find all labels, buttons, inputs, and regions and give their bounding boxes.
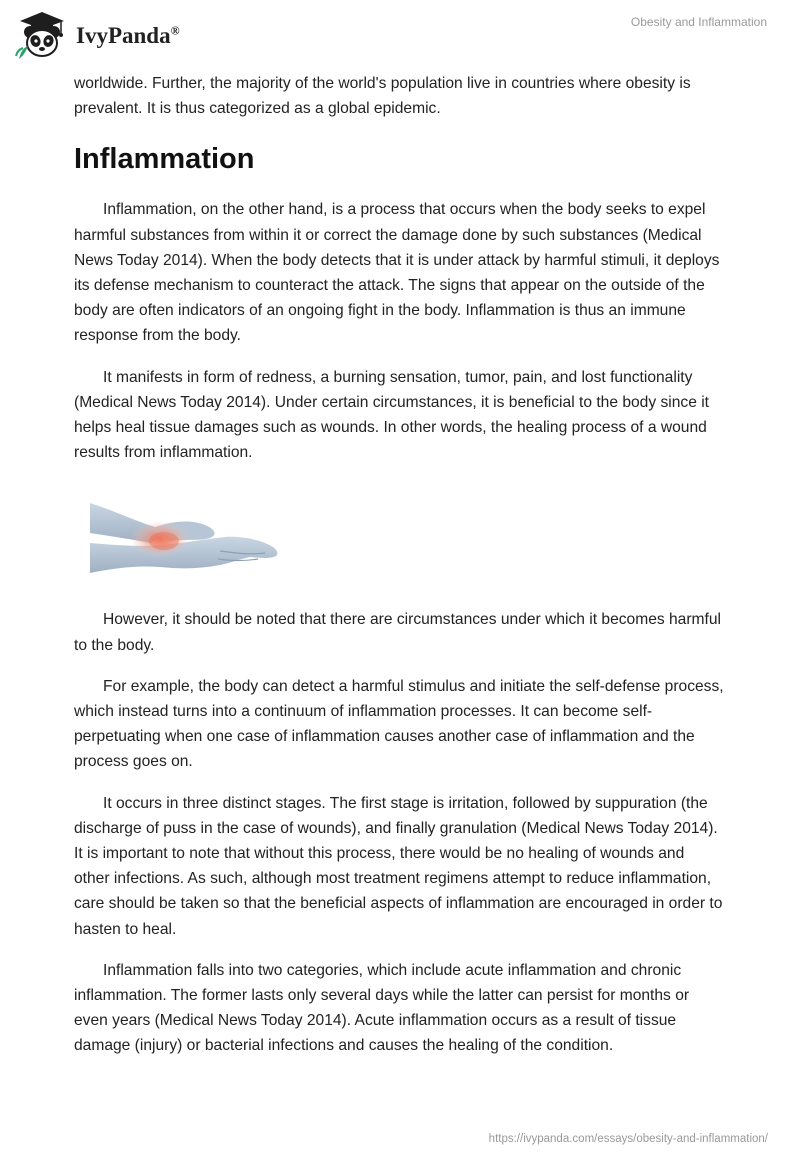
ivypanda-logo[interactable] [14, 10, 180, 60]
page-header [0, 0, 800, 70]
paragraph: However, it should be noted that there are circumstances under which it becomes harmful to the body. [74, 611, 722, 654]
section-heading: Inflammation [74, 143, 255, 176]
inflamed-wrist-image [90, 481, 285, 591]
essay-body [74, 71, 724, 1075]
panda-graduate-icon [14, 10, 70, 60]
source-url[interactable]: https://ivypanda.com/essays/obesity-and-inflammation/ [488, 1133, 768, 1145]
wrist-illustration [90, 481, 285, 591]
paragraph: It occurs in three distinct stages. The first stage is irritation, followed by suppuration (the discharge of puss in the case of wounds), and finally granulation (Medical News Today 2014). It is important to note that without this process, there would be no healing of wounds and other infections. As such, although most treatment regimens attempt to reduce inflammation, care should be taken so that the beneficial aspects of inflammation are encouraged in order to hasten to heal. [74, 794, 723, 938]
paragraph: It manifests in form of redness, a burning sensation, tumor, pain, and lost functionality (Medical News Today 2014). Under certain circumstances, it is beneficial to the body since it helps heal tissue damages such as wounds. In other words, the healing process of a wound results from inflammation. [74, 368, 710, 462]
paragraph: Inflammation, on the other hand, is a process that occurs when the body seeks to expel harmful substances from within it or correct the damage done by such substances (Medical News Today 2014). When the body detects that it is under attack by harmful stimuli, it deploys its defense mechanism to counteract the attack. The signs that appear on the outside of the body are often indicators of an ongoing fight in the body. Inflammation is thus an immune response from the body. [74, 201, 720, 345]
paragraph: For example, the body can detect a harmful stimulus and initiate the self-defense process, which instead turns into a continuum of inflammation processes. It can become self-perpetuating when one case of inflammation causes another case of inflammation and the process goes on. [74, 677, 724, 771]
document-title: Obesity and Inflammation [630, 15, 767, 29]
brand-name: IvyPanda® [76, 23, 180, 48]
intro-paragraph: worldwide. Further, the majority of the world's population live in countries where obesity is prevalent. It is thus categorized as a global epidemic. [74, 75, 691, 118]
paragraph: Inflammation falls into two categories, which include acute inflammation and chronic inflammation. The former lasts only several days while the latter can persist for months or even years (Medical News Today 2014). Acute inflammation occurs as a result of tissue damage (injury) or bacterial infections and causes the healing of the condition. [74, 961, 690, 1055]
